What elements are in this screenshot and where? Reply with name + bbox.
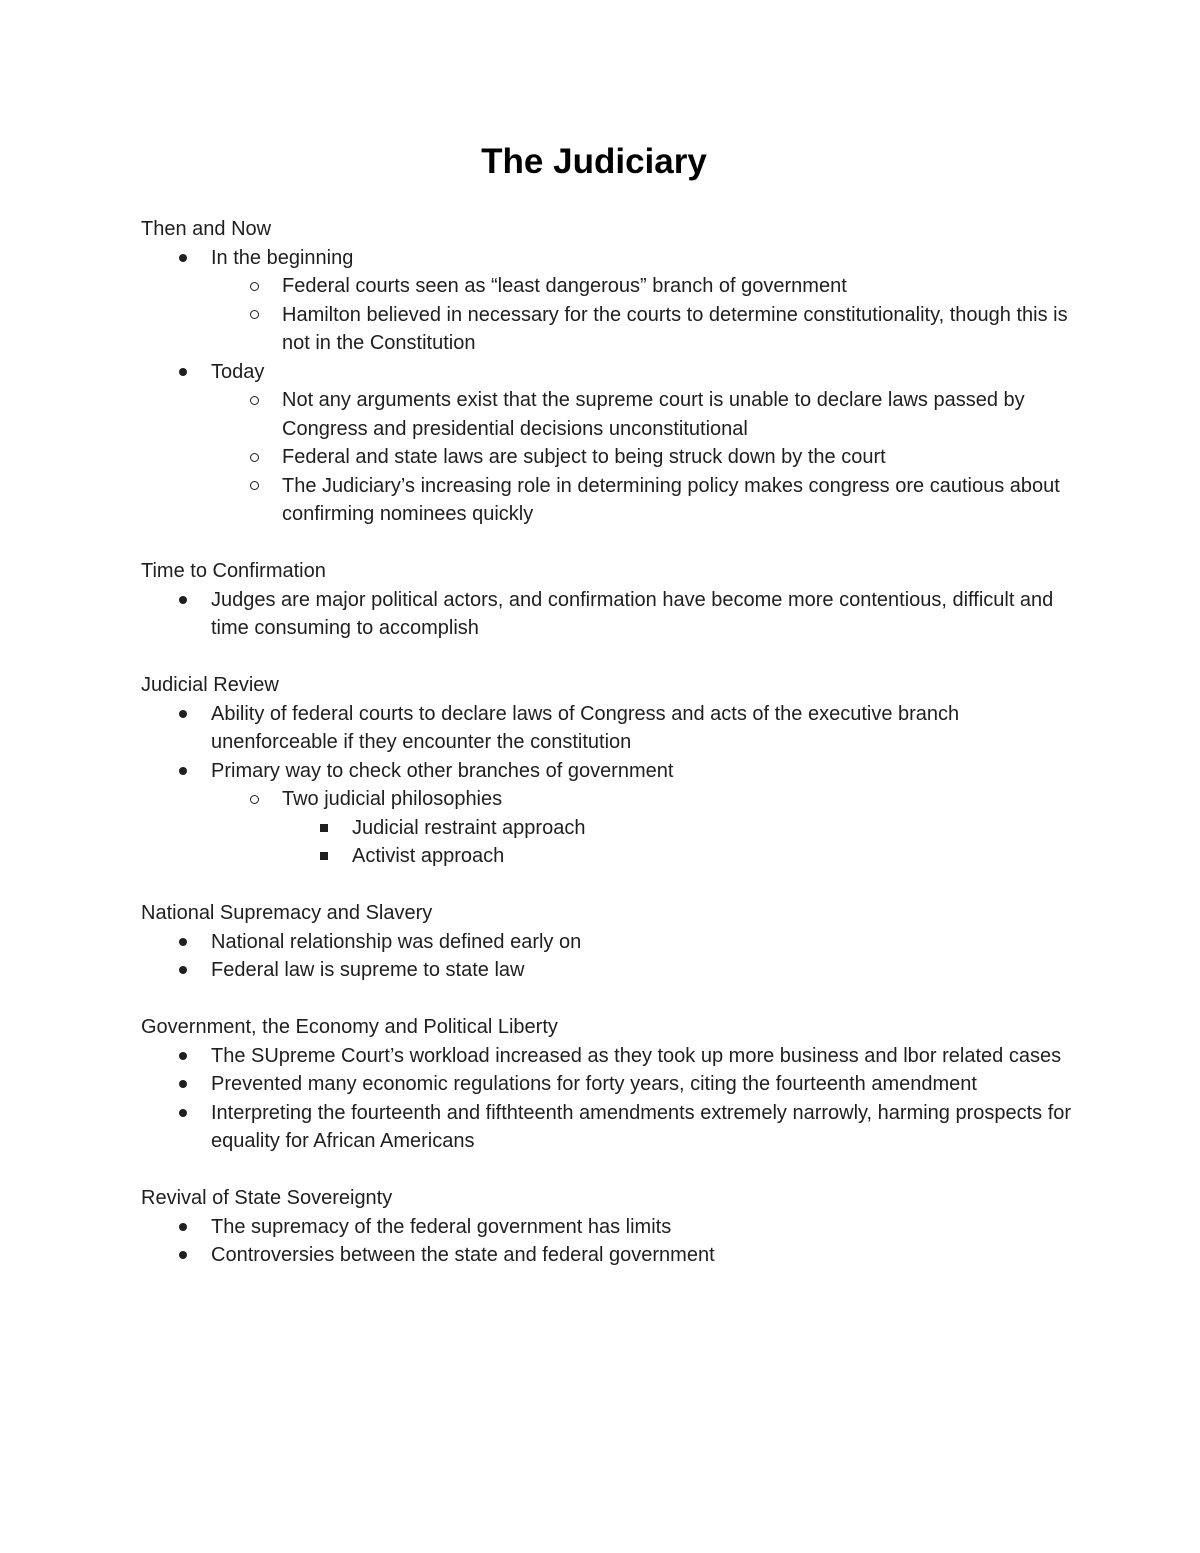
- list-item-text: Not any arguments exist that the supreme court is unable to declare laws passed by Congress and presidential decisions unconstitutional: [282, 389, 1025, 440]
- bullet-circle-icon: [250, 301, 259, 330]
- list-item: [141, 956, 1081, 985]
- list-item: [141, 757, 1081, 786]
- bullet-list: [141, 1213, 1081, 1270]
- list-item: [141, 301, 1081, 358]
- bullet-list: [141, 814, 1081, 871]
- section-heading: Judicial Review: [141, 674, 279, 696]
- bullet-dot-icon: [179, 1070, 187, 1099]
- list-item-text: Controversies between the state and federal government: [211, 1244, 715, 1266]
- bullet-dot-icon: [179, 928, 187, 957]
- bullet-dot-icon: [179, 700, 187, 729]
- bullet-list: [141, 928, 1081, 985]
- list-item: [141, 1042, 1081, 1071]
- bullet-square-icon: [320, 842, 328, 871]
- list-item: [141, 386, 1081, 443]
- section-heading: National Supremacy and Slavery: [141, 902, 433, 924]
- section: [141, 1013, 1081, 1156]
- section-heading: Government, the Economy and Political Liberty: [141, 1016, 558, 1038]
- bullet-dot-icon: [179, 1042, 187, 1071]
- list-item-text: The SUpreme Court’s workload increased as they took up more business and lbor related cases: [211, 1044, 1062, 1067]
- bullet-circle-icon: [250, 272, 259, 301]
- list-item-text: Prevented many economic regulations for forty years, citing the fourteenth amendment: [211, 1073, 977, 1095]
- bullet-list: [141, 386, 1081, 529]
- bullet-dot-icon: [179, 1213, 187, 1242]
- bullet-dot-icon: [179, 244, 187, 273]
- list-item: [141, 1241, 1081, 1270]
- bullet-list: [141, 272, 1081, 358]
- bullet-circle-icon: [250, 785, 259, 814]
- bullet-dot-icon: [179, 757, 187, 786]
- section-heading: Revival of State Sovereignty: [141, 1187, 393, 1209]
- list-item: [141, 244, 1081, 273]
- bullet-circle-icon: [250, 443, 259, 472]
- document-body: [141, 215, 1081, 1270]
- list-item-text: Federal and state laws are subject to being struck down by the court: [282, 446, 886, 468]
- bullet-dot-icon: [179, 956, 187, 985]
- bullet-dot-icon: [179, 358, 187, 387]
- section: [141, 557, 1081, 643]
- list-item: [141, 472, 1081, 529]
- list-item-text: Activist approach: [352, 845, 505, 867]
- bullet-dot-icon: [179, 586, 187, 615]
- section: [141, 1184, 1081, 1270]
- bullet-list: [141, 1042, 1081, 1156]
- list-item-text: Federal law is supreme to state law: [211, 959, 525, 981]
- list-item-text: In the beginning: [211, 246, 354, 269]
- list-item-text: Federal courts seen as “least dangerous” branch of government: [282, 275, 847, 297]
- section-heading: Then and Now: [141, 218, 272, 240]
- list-item-text: The supremacy of the federal government has limits: [211, 1215, 672, 1238]
- list-item-text: Two judicial philosophies: [282, 788, 503, 810]
- bullet-square-icon: [320, 814, 328, 843]
- list-item-text: Primary way to check other branches of government: [211, 759, 674, 782]
- list-item: [141, 842, 1081, 871]
- list-item: [141, 785, 1081, 814]
- list-item: [141, 1070, 1081, 1099]
- list-item: [141, 700, 1081, 757]
- bullet-circle-icon: [250, 472, 259, 501]
- bullet-circle-icon: [250, 386, 259, 415]
- list-item-text: The Judiciary’s increasing role in determining policy makes congress ore cautious about confirming nominees quickly: [282, 474, 1060, 525]
- bullet-list: [141, 244, 1081, 529]
- list-item: [141, 586, 1081, 643]
- list-item: [141, 443, 1081, 472]
- section-heading: Time to Confirmation: [141, 560, 326, 582]
- list-item-text: Ability of federal courts to declare laws of Congress and acts of the executive branch unenforceable if they encounter the constitution: [211, 702, 960, 753]
- section: [141, 671, 1081, 871]
- bullet-list: [141, 586, 1081, 643]
- bullet-list: [141, 785, 1081, 871]
- bullet-dot-icon: [179, 1099, 187, 1128]
- list-item: [141, 1099, 1081, 1156]
- list-item: [141, 814, 1081, 843]
- list-item: [141, 928, 1081, 957]
- list-item: [141, 358, 1081, 387]
- section: [141, 215, 1081, 529]
- list-item-text: Hamilton believed in necessary for the courts to determine constitutionality, though this is not in the Constitution: [282, 303, 1068, 354]
- bullet-dot-icon: [179, 1241, 187, 1270]
- list-item: [141, 272, 1081, 301]
- list-item-text: Judicial restraint approach: [352, 816, 586, 839]
- document-title: The Judiciary: [481, 142, 707, 181]
- list-item-text: National relationship was defined early on: [211, 930, 582, 953]
- bullet-list: [141, 700, 1081, 871]
- list-item-text: Interpreting the fourteenth and fifthteenth amendments extremely narrowly, harming prospects for equality for African Americans: [211, 1101, 1072, 1152]
- list-item-text: Today: [211, 360, 265, 383]
- list-item: [141, 1213, 1081, 1242]
- section: [141, 899, 1081, 985]
- list-item-text: Judges are major political actors, and confirmation have become more contentious, difficult and time consuming to accomplish: [211, 588, 1054, 639]
